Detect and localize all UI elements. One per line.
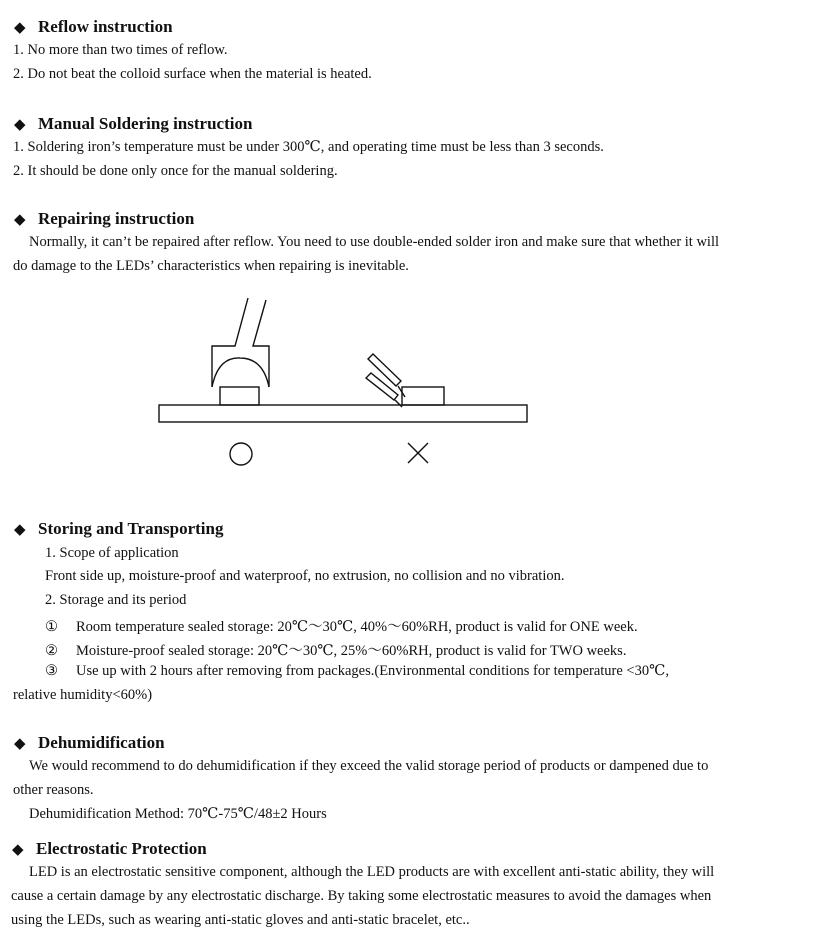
esd-line-1: LED is an electrostatic sensitive component, although the LED products are with excellent anti-static ability, they will <box>29 864 715 880</box>
esd-line-3: using the LEDs, such as wearing anti-static gloves and anti-static bracelet, etc.. <box>11 912 470 928</box>
diamond-bullet-icon: ◆ <box>14 736 26 752</box>
reflow-item-1: 1. No more than two times of reflow. <box>13 42 228 58</box>
dehumidification-heading: ◆ Dehumidification <box>14 733 165 752</box>
diamond-bullet-icon: ◆ <box>14 20 26 36</box>
wrong-cross-icon <box>408 443 428 463</box>
diamond-bullet-icon: ◆ <box>14 117 26 133</box>
dehum-line-1: We would recommend to do dehumidification if they exceed the valid storage period of products or dampened due to <box>29 758 709 774</box>
storage-item-3: ③ Use up with 2 hours after removing from packages.(Environmental conditions for temperature <30℃, <box>45 663 669 679</box>
esd-line-2: cause a certain damage by any electrostatic discharge. By taking some electrostatic measures to avoid the damages when <box>11 888 712 904</box>
dehum-line-2: other reasons. <box>13 782 94 798</box>
circled-number-icon: ③ <box>45 663 58 679</box>
storing-scope-text: Front side up, moisture-proof and waterproof, no extrusion, no collision and no vibration. <box>45 568 565 584</box>
reflow-item-2: 2. Do not beat the colloid surface when the material is heated. <box>13 66 372 82</box>
circled-number-icon: ① <box>45 619 58 635</box>
esd-heading: ◆ Electrostatic Protection <box>12 839 207 858</box>
reflow-heading: ◆ Reflow instruction <box>14 17 173 36</box>
led-component-left <box>220 387 259 405</box>
manual-item-1: 1. Soldering iron’s temperature must be under 300℃, and operating time must be less than 3 seconds. <box>13 139 604 155</box>
diamond-bullet-icon: ◆ <box>14 212 26 228</box>
diamond-bullet-icon: ◆ <box>14 522 26 538</box>
dehum-method: Dehumidification Method: 70℃-75℃/48±2 Hours <box>29 806 327 822</box>
single-iron-icon <box>366 354 405 407</box>
storage-item-3-continuation: relative humidity<60%) <box>13 687 153 703</box>
led-component-right <box>402 387 444 405</box>
storing-scope-title: 1. Scope of application <box>45 545 179 561</box>
diamond-bullet-icon: ◆ <box>12 842 24 858</box>
repair-line-1: Normally, it can’t be repaired after reflow. You need to use double-ended solder iron and make sure that whether it will <box>29 234 720 250</box>
storing-period-title: 2. Storage and its period <box>45 592 187 608</box>
storage-item-2: ② Moisture-proof sealed storage: 20℃～30℃, 25%～60%RH, product is valid for TWO weeks. <box>45 643 627 659</box>
correct-circle-icon <box>230 443 252 465</box>
double-ended-iron-icon <box>212 298 269 387</box>
pcb-board <box>159 405 527 422</box>
manual-item-2: 2. It should be done only once for the manual soldering. <box>13 163 338 179</box>
repair-line-2: do damage to the LEDs’ characteristics when repairing is inevitable. <box>13 258 409 274</box>
repairing-heading: ◆ Repairing instruction <box>14 209 195 228</box>
storing-heading: ◆ Storing and Transporting <box>14 519 224 538</box>
manual-soldering-heading: ◆ Manual Soldering instruction <box>14 114 253 133</box>
storage-item-1: ① Room temperature sealed storage: 20℃～30℃, 40%～60%RH, product is valid for ONE week. <box>45 619 638 635</box>
circled-number-icon: ② <box>45 643 58 659</box>
